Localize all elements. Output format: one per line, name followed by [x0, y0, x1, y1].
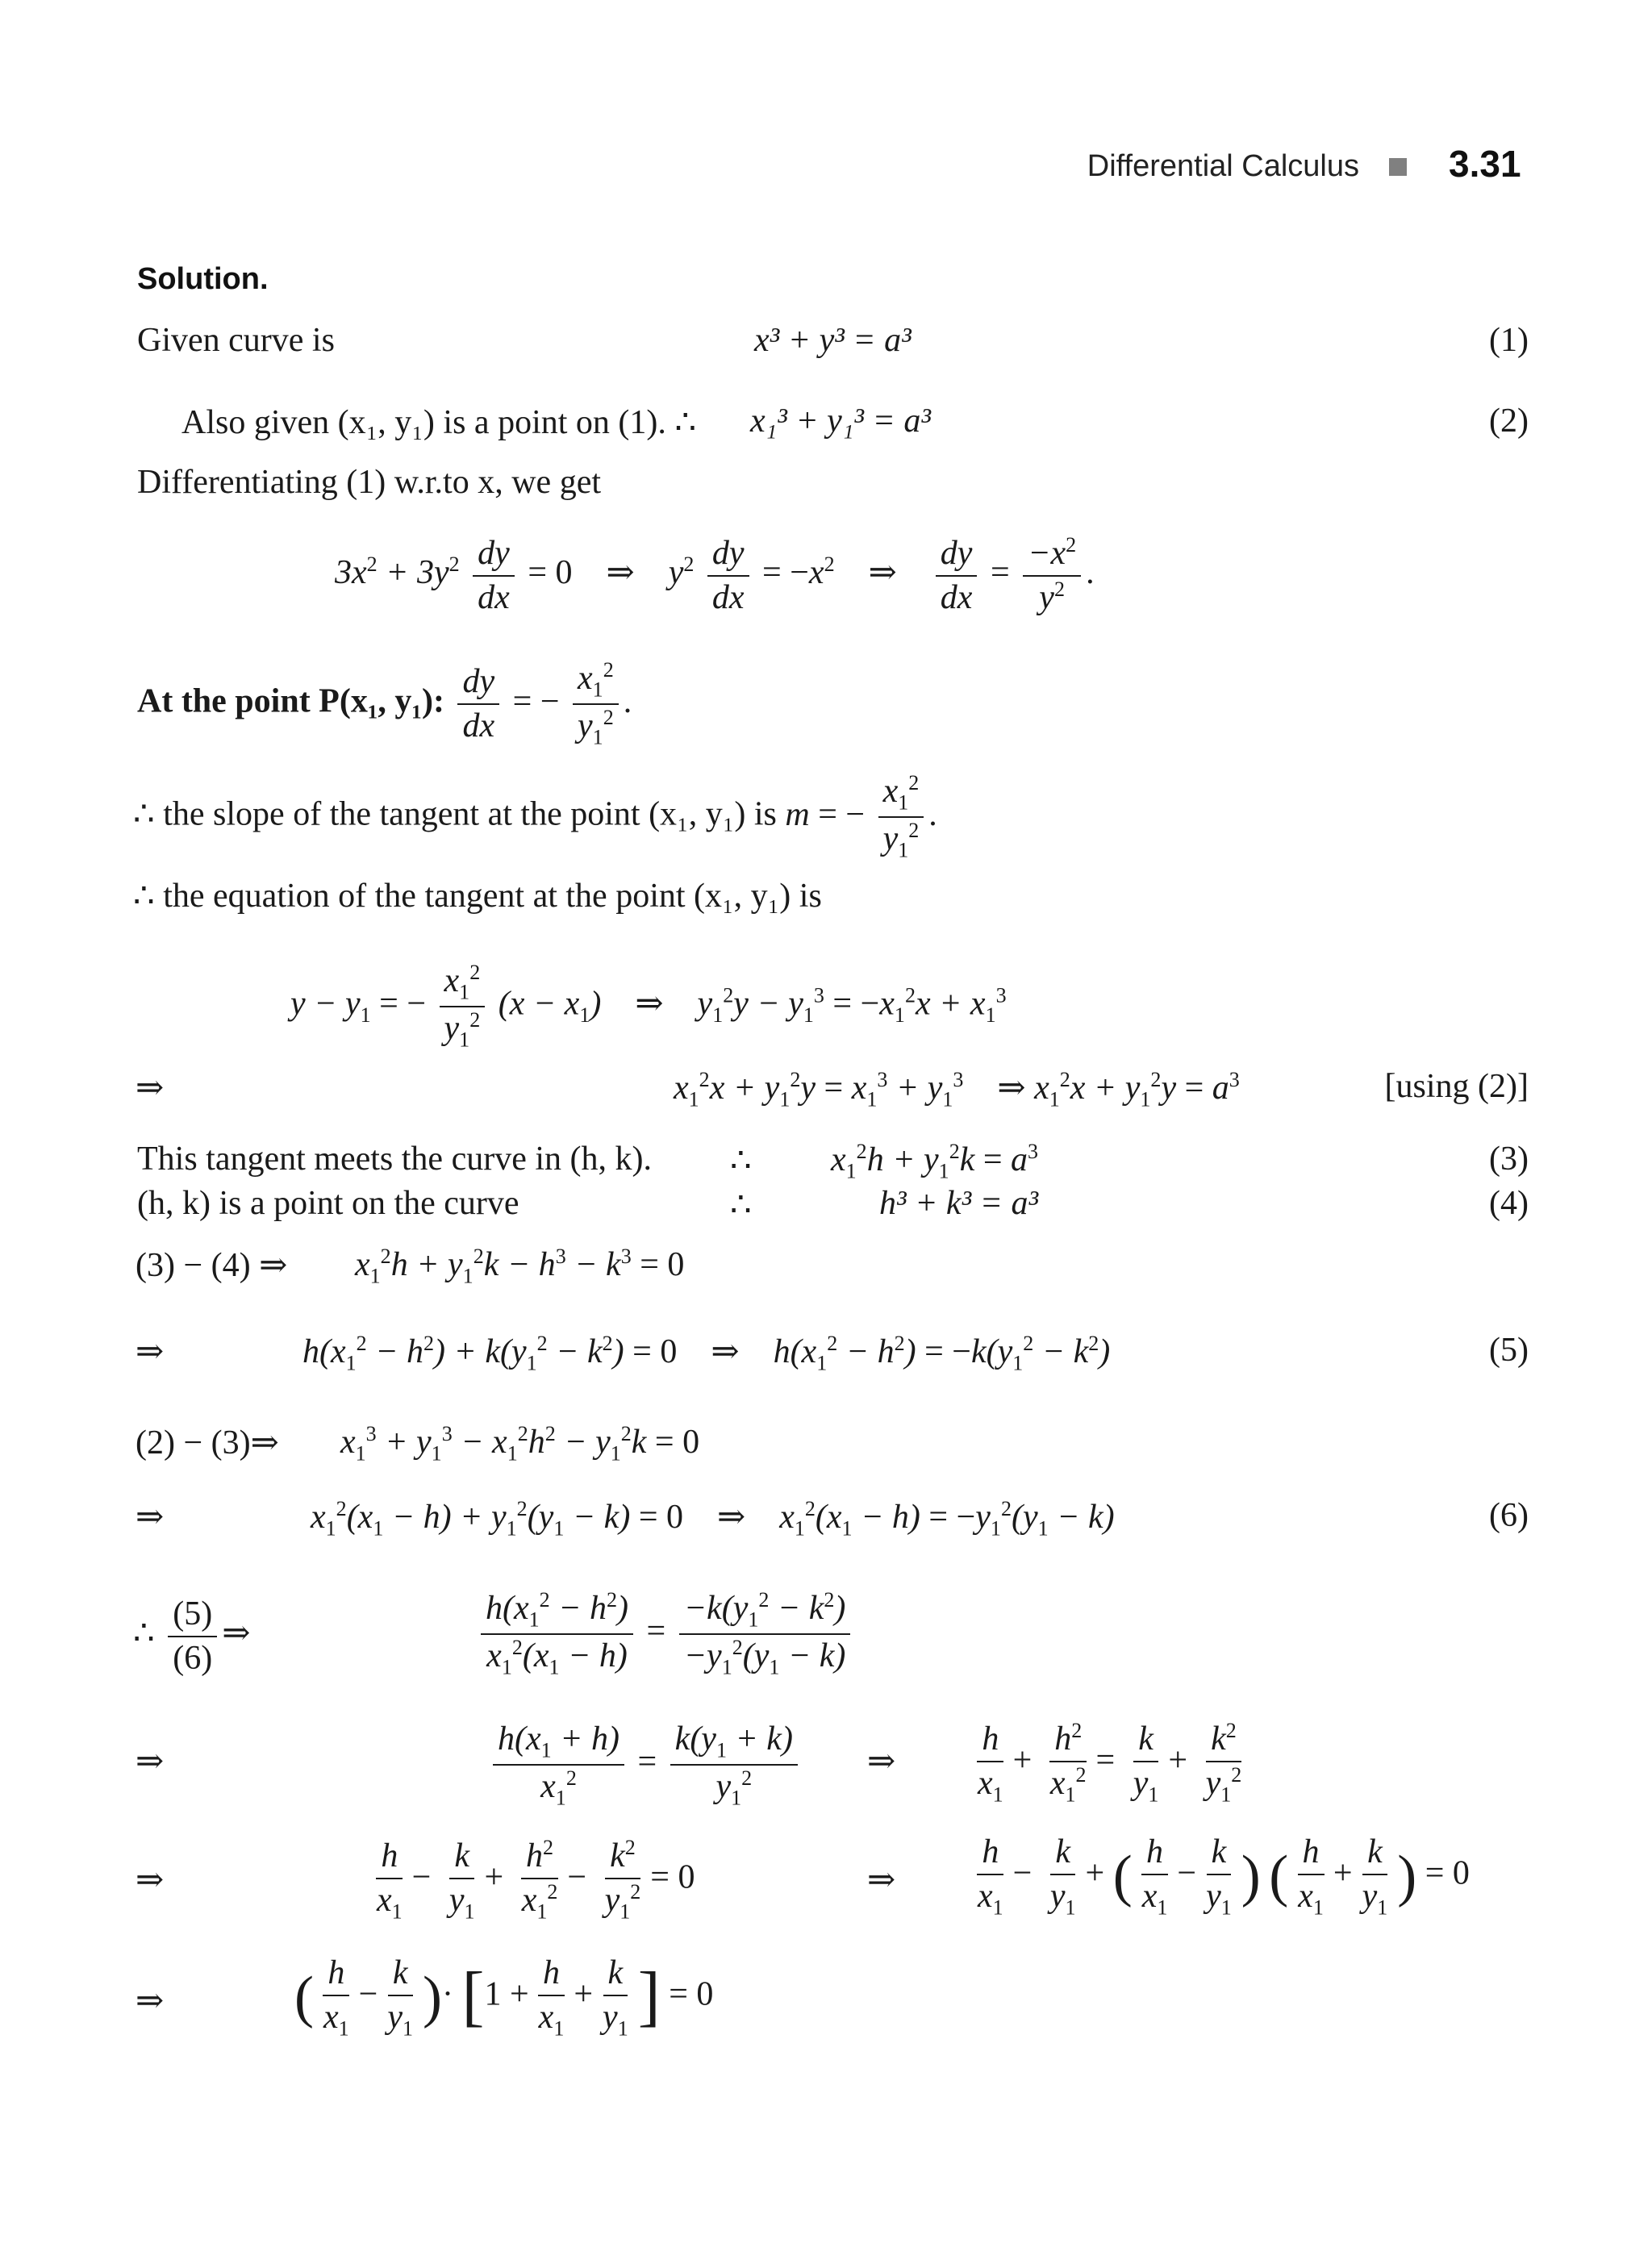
- running-title: Differential Calculus: [1087, 149, 1359, 183]
- solution-heading: Solution.: [137, 262, 269, 296]
- tangent-meets-text: This tangent meets the curve in (h, k).: [137, 1141, 652, 1178]
- factored-equation-6: $x_1^2(x_1 - h) + y_1^2(y_1 - k) = 0$ ⇒ $x_1^2(x_1 - h) = -y_1^2(y_1 - k)$: [311, 1497, 1115, 1541]
- implies-symbol: ⇒: [136, 1070, 165, 1107]
- implies-symbol-6: ⇒: [136, 1862, 165, 1899]
- equation-number-2: (2): [1489, 402, 1529, 440]
- step-3-minus-4-label: (3) − (4) ⇒: [136, 1247, 288, 1284]
- implies-symbol-4: ⇒: [136, 1743, 165, 1780]
- step-2-minus-3-label: (2) − (3)⇒: [136, 1424, 279, 1462]
- divide-5-by-6-label: ∴ $\frac{(5)}{(6)}$ ⇒: [133, 1593, 250, 1679]
- equation-number-5: (5): [1489, 1332, 1529, 1369]
- header-square-icon: [1389, 158, 1407, 176]
- implies-symbol-2: ⇒: [136, 1333, 165, 1370]
- therefore-symbol-2: ∴: [730, 1186, 752, 1224]
- differentiating-text: Differentiating (1) w.r.to x, we get: [137, 464, 601, 501]
- slope-line: ∴ the slope of the tangent at the point (x₁, y₁) is m = − $\frac{x_1^2}{y_1^2}$ .: [133, 771, 937, 862]
- difference-equation-1: $x_1^2h + y_1^2k - h^3 - k^3 = 0$: [355, 1245, 685, 1288]
- equation-number-6: (6): [1489, 1497, 1529, 1534]
- hk-point-text: (h, k) is a point on the curve: [137, 1185, 519, 1222]
- tangent-equation: $y - y_1$ = − $\frac{x_1^2}{y_1^2}$ $(x - x_1)$ ⇒ $y_1^2y - y_1^3 = -x_1^2x + x_1^3$: [290, 961, 1007, 1052]
- rearranged-equation: $\frac{h}{x_1}$ − $\frac{k}{y_1}$ + $\frac{h^2}{x_1^2}$ − $\frac{k^2}{y_1^2}$ = 0: [377, 1836, 695, 1923]
- tangent-equation-text: ∴ the equation of the tangent at the point (x₁, y₁) is: [133, 878, 822, 915]
- therefore-symbol-3: ∴: [133, 1615, 155, 1653]
- expanded-ratio: $\frac{h}{x_1}$ + $\frac{h^2}{x_1^2}$ = $\frac{k}{y_1}$ + $\frac{k^2}{y_1^2}$: [978, 1719, 1242, 1806]
- equation-number-4: (4): [1489, 1185, 1529, 1222]
- implies-symbol-8: ⇒: [136, 1983, 165, 2020]
- equation-3: $x_1^2h + y_1^2k = a^3$: [831, 1140, 1039, 1183]
- implies-symbol-5: ⇒: [867, 1743, 896, 1780]
- slope-text: ∴ the slope of the tangent at the point (x₁, y₁) is: [133, 795, 777, 833]
- equation-1: x³ + y³ = a³: [754, 322, 912, 359]
- equation-number-3: (3): [1489, 1141, 1529, 1178]
- tangent-simplified: $x_1^2x + y_1^2y = x_1^3 + y_1^3$ ⇒ $x_1^2x + y_1^2y = a^3$: [674, 1068, 1240, 1111]
- simplified-ratio: $\frac{h(x_1 + h)}{x_1^2}$ = $\frac{k(y_1 + k)}{y_1^2}$: [488, 1718, 803, 1812]
- difference-equation-2: $x_1^3 + y_1^3 - x_1^2h^2 - y_1^2k = 0$: [340, 1422, 700, 1466]
- at-point-label: At the point P(x₁, y₁):: [137, 682, 444, 720]
- at-point-line: At the point P(x₁, y₁): $\frac{dy}{dx}$ = − $\frac{x_1^2}{y_1^2}$ .: [137, 658, 632, 749]
- implies-symbol-3: ⇒: [136, 1499, 165, 1536]
- derivative-equation: $3x^2 + 3y^2$ $\frac{dy}{dx}$ = 0 ⇒ $y^2$ $\frac{dy}{dx}$ = $-x^2$ ⇒ $\frac{dy}{dx}$ = $\frac{-x^2}{y^2}$ .: [335, 533, 1095, 616]
- factored-difference-of-squares: $\frac{h}{x_1}$ − $\frac{k}{y_1}$ + ( $\frac{h}{x_1}$ − $\frac{k}{y_1}$ ) ( $\frac{h}{x_1}$ + $\frac{k}{y_1}$ ) = 0: [968, 1831, 1470, 1920]
- equation-number-1: (1): [1489, 322, 1529, 359]
- therefore-symbol-1: ∴: [730, 1142, 752, 1179]
- factored-equation-5: $h(x_1^2 - h^2) + k(y_1^2 - k^2) = 0$ ⇒ $h(x_1^2 - h^2) = -k(y_1^2 - k^2)$: [302, 1332, 1111, 1375]
- given-curve-text: Given curve is: [137, 322, 335, 359]
- point-on-curve-text: Also given (x₁, y₁) is a point on (1). ∴: [181, 404, 697, 441]
- label-denominator: (6): [173, 1639, 213, 1677]
- equation-4: h³ + k³ = a³: [879, 1185, 1039, 1222]
- final-factored-equation: ( $\frac{h}{x_1}$ − $\frac{k}{y_1}$ )· [1 + $\frac{h}{x_1}$ + $\frac{k}{y_1}$ ] = 0: [294, 1952, 713, 2041]
- label-numerator: (5): [168, 1593, 217, 1637]
- equation-2: x₁³ + y₁³ = a³: [750, 402, 931, 440]
- ratio-equation: $\frac{h(x_1^2 - h^2)}{x_1^2(x_1 - h)}$ = $\frac{-k(y_1^2 - k^2)}{-y_1^2(y_1 - k)}$: [476, 1587, 855, 1681]
- implies-symbol-7: ⇒: [867, 1862, 896, 1899]
- using-2-note: [using (2)]: [1384, 1068, 1529, 1105]
- page-number: 3.31: [1449, 143, 1521, 185]
